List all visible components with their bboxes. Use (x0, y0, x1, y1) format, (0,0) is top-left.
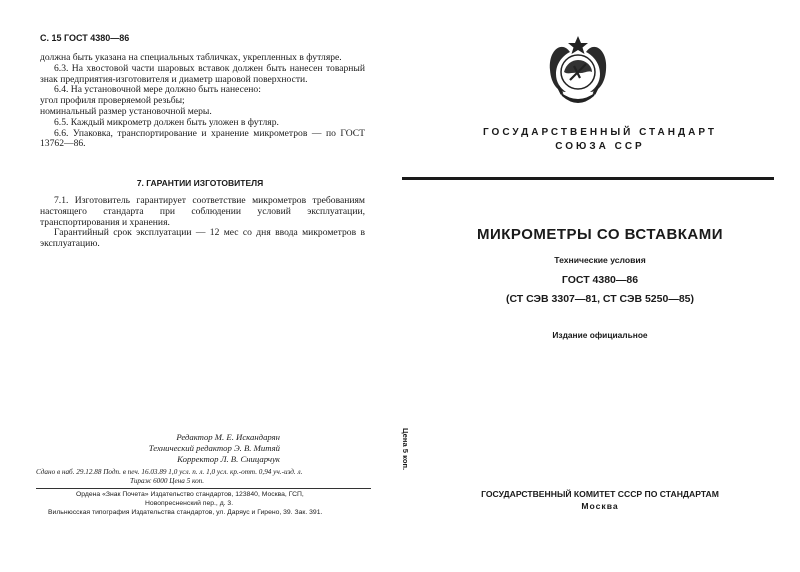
print-info: Сдано в наб. 29.12.88 Подп. в печ. 16.03.89 1,0 усл. п. л. 1,0 усл. кр.-отт. 0,94 уч.-изд. л. (36, 468, 303, 476)
edition-label: Издание официальное (552, 330, 648, 340)
paragraph: 6.3. На хвостовой части шаровых вставок должен быть нанесен товарный знак предприятия-изготовителя и диаметр шаровой поверхности. (40, 62, 365, 85)
credit-tech-editor: Технический редактор Э. В. Митяй (148, 443, 280, 453)
warranty-text (40, 196, 365, 250)
city: Москва (581, 501, 619, 511)
imprint-publisher: Ордена «Знак Почета» Издательство стандартов, 123840, Москва, ГСП, (76, 491, 304, 498)
paragraph: 7.1. Изготовитель гарантирует соответствие микрометров требованиям настоящего стандарта при соблюдении условий эксплуатации, транспортирования и хранения. (40, 195, 365, 228)
title-rule (402, 177, 774, 180)
paragraph: 6.6. Упаковка, транспортирование и хранение микрометров — по ГОСТ 13762—86. (40, 127, 365, 150)
gost-sev-reference: (СТ СЭВ 3307—81, СТ СЭВ 5250—85) (505, 293, 695, 305)
price-label: Цена 5 коп. (401, 428, 410, 471)
paragraph: должна быть указана на специальных табличках, укрепленных в футляре. (40, 52, 342, 63)
standard-line-2: СОЮЗА ССР (555, 141, 645, 152)
imprint-address: Новопресненский пер., д. 3. (145, 500, 234, 507)
page-header: С. 15 ГОСТ 4380—86 (40, 33, 130, 43)
paragraph: 6.5. Каждый микрометр должен быть уложен в футляр. (54, 116, 279, 128)
paragraph: Гарантийный срок эксплуатации — 12 мес со дня ввода микрометров в эксплуатацию. (40, 227, 365, 250)
divider (36, 488, 371, 489)
credit-editor: Редактор М. Е. Искандарян (176, 432, 280, 442)
ussr-emblem-icon (540, 30, 616, 112)
gost-number: ГОСТ 4380—86 (561, 274, 639, 286)
imprint-printer: Вильнюсская типография Издательства стандартов, ул. Даряус и Гирено, 39. Зак. 391. (48, 509, 323, 516)
paragraph: угол профиля проверяемой резьбы; (40, 95, 185, 107)
standard-line-1: ГОСУДАРСТВЕННЫЙ СТАНДАРТ (483, 127, 717, 138)
document-title: МИКРОМЕТРЫ СО ВСТАВКАМИ (476, 226, 724, 243)
credit-proofreader: Корректор Л. В. Сницарчук (177, 454, 280, 464)
publisher: ГОСУДАРСТВЕННЫЙ КОМИТЕТ СССР ПО СТАНДАРТАМ (481, 489, 719, 499)
print-run: Тираж 6000 Цена 5 коп. (130, 477, 205, 485)
section-heading: 7. ГАРАНТИИ ИЗГОТОВИТЕЛЯ (136, 178, 264, 188)
paragraph: номинальный размер установочной меры. (40, 105, 212, 117)
editorial-credits (90, 432, 280, 465)
body-text (40, 53, 365, 150)
paragraph: 6.4. На установочной мере должно быть нанесено: (54, 84, 261, 96)
document-subtitle: Технические условия (554, 255, 646, 265)
